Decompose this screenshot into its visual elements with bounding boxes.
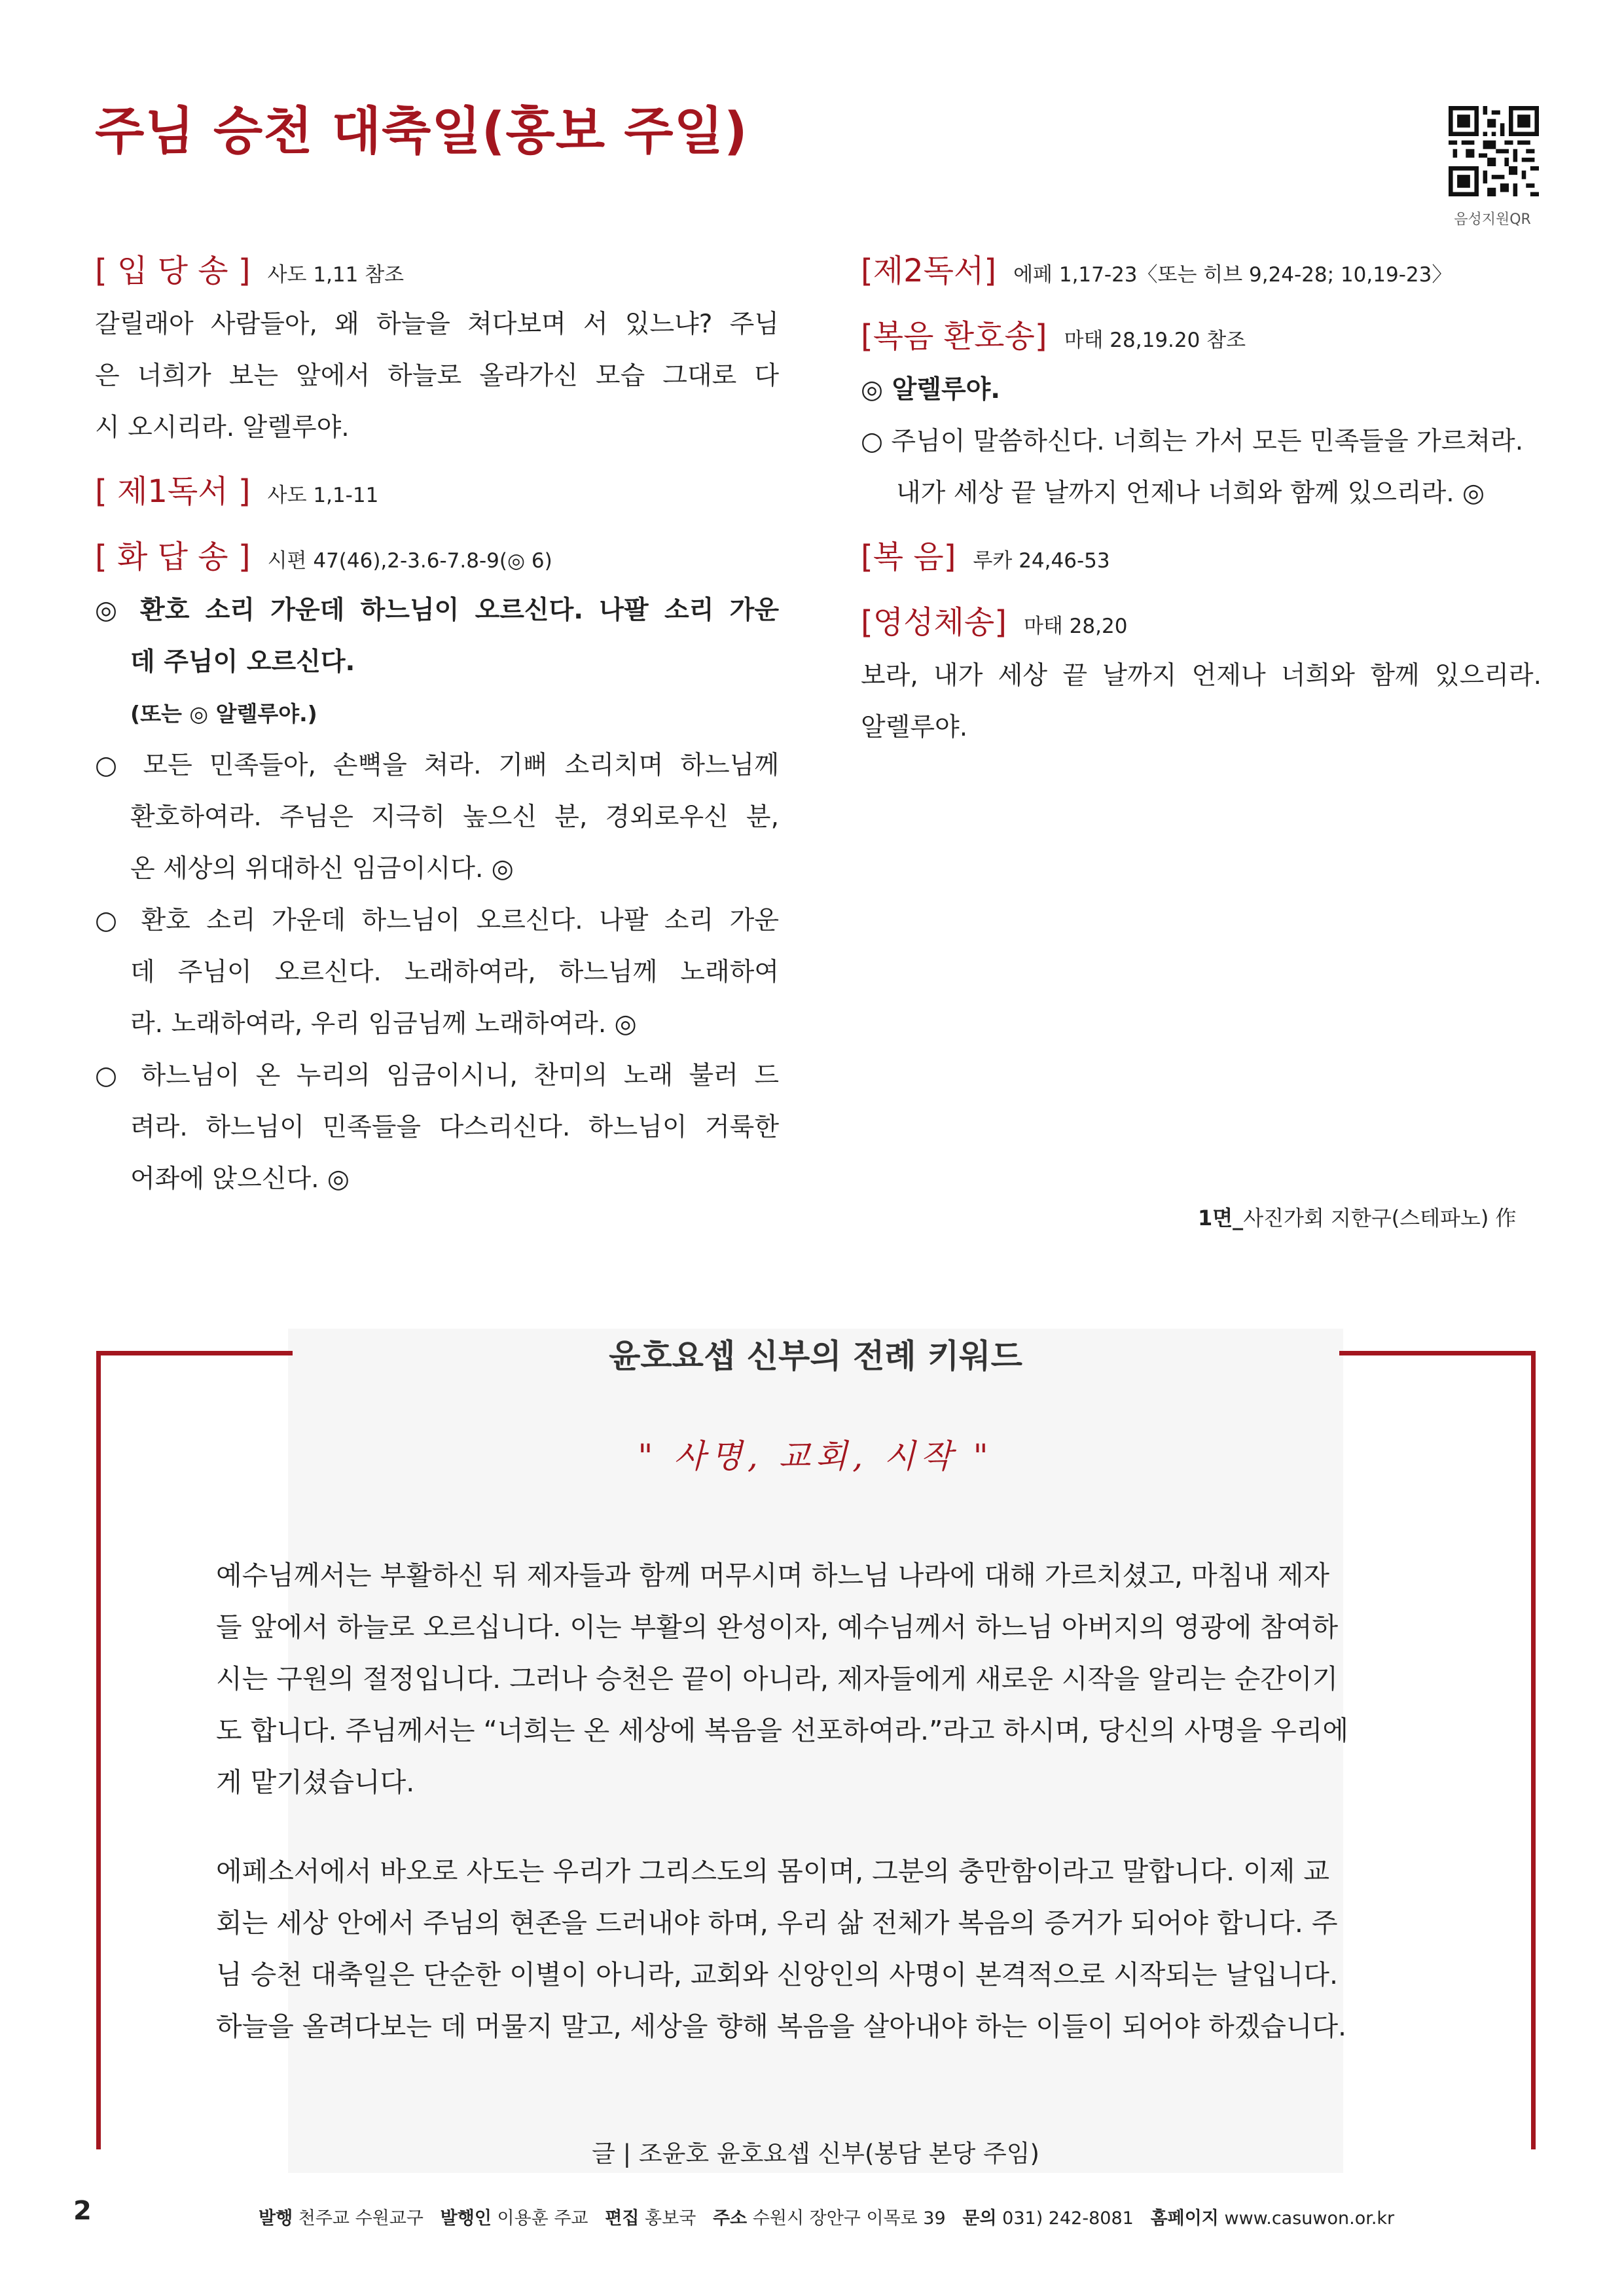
- keyword-subtitle: " 사명, 교회, 시작 ": [638, 1437, 994, 1475]
- section-tag: [영성체송]: [861, 604, 1007, 641]
- paragraph-line: 님 승천 대축일은 단순한 이별이 아니라, 교회와 신앙인의 사명이 본격적으로 시작되는 날입니다.: [216, 1959, 1339, 1990]
- entrance-antiphon: [95, 243, 779, 454]
- paragraph-line: 회는 세상 안에서 주님의 현존을 드러내야 하며, 우리 삶 전체가 복음의 증거가 되어야 합니다. 주: [216, 1907, 1338, 1939]
- paragraph-line: 도 합니다. 주님께서는 “너희는 온 세상에 복음을 선포하여라.”라고 하시며, 당신의 사명을 우리에: [216, 1715, 1348, 1746]
- keyword-title: 윤호요셉 신부의 전례 키워드: [609, 1337, 1022, 1375]
- page-number: 2: [73, 2196, 92, 2226]
- section-ref: 사도 1,11 참조: [267, 263, 405, 287]
- keyword-paragraph-1: [216, 1550, 1415, 1808]
- photo-credit: [1198, 1202, 1517, 1232]
- response-alt: (또는 ◎ 알렐루야.): [130, 701, 317, 726]
- left-column: [95, 243, 779, 1215]
- verse-line: ○ 환호 소리 가운데 하느님이 오르신다. 나팔 소리 가운: [95, 906, 779, 935]
- footer-value: 이용훈 주교: [497, 2208, 588, 2229]
- section-tag: [제2독서]: [861, 253, 997, 289]
- second-reading: [861, 243, 1542, 298]
- footer-label: 편집: [605, 2208, 640, 2229]
- verse-line: 환호하여라. 주님은 지극히 높으신 분, 경외로우신 분,: [130, 802, 779, 832]
- section-tag: [ 제1독서 ]: [95, 473, 251, 510]
- footer-label: 홈페이지: [1150, 2208, 1219, 2229]
- paragraph-line: 들 앞에서 하늘로 오르십니다. 이는 부활의 완성이자, 예수님께서 하느님 아버지의 영광에 참여하: [216, 1611, 1339, 1643]
- text-line: 갈릴래아 사람들아, 왜 하늘을 쳐다보며 서 있느냐? 주님: [95, 310, 779, 339]
- footer-value: 031) 242-8081: [1002, 2208, 1134, 2229]
- credit-text: 사진가회 지한구(스테파노) 作: [1243, 1206, 1517, 1230]
- verse-line: 내가 세상 끝 날까지 언제나 너희와 함께 있으리라. ◎: [896, 478, 1485, 508]
- section-ref: 루카 24,46-53: [973, 549, 1110, 573]
- verse-line: ○ 주님이 말씀하신다. 너희는 가서 모든 민족들을 가르쳐라.: [861, 427, 1524, 456]
- section-tag: [ 화 답 송 ]: [95, 539, 251, 575]
- verse-line: 어좌에 앉으신다. ◎: [130, 1164, 350, 1194]
- gospel: [861, 529, 1542, 584]
- verse-line: ○ 하느님이 온 누리의 임금이시니, 찬미의 노래 불러 드: [95, 1061, 779, 1090]
- paragraph-line: 시는 구원의 절정입니다. 그러나 승천은 끝이 아니라, 제자들에게 새로운 시작을 알리는 순간이기: [216, 1663, 1339, 1695]
- verse-line: 온 세상의 위대하신 임금이시다. ◎: [130, 854, 514, 884]
- section-tag: [ 입 당 송 ]: [95, 253, 251, 289]
- footer-value: 천주교 수원교구: [298, 2208, 424, 2229]
- qr-code[interactable]: [1449, 106, 1539, 196]
- section-ref: 마태 28,20: [1023, 615, 1128, 638]
- author-byline: 글 | 조윤호 윤호요셉 신부(봉담 본당 주임): [592, 2140, 1039, 2168]
- section-tag: [복음 환호송]: [861, 318, 1047, 355]
- verse-line: 려라. 하느님이 민족들을 다스리신다. 하느님이 거룩한: [130, 1113, 779, 1142]
- responsorial-psalm: [95, 529, 779, 1205]
- page-title: 주님 승천 대축일(홍보 주일): [95, 102, 748, 161]
- response-line: 데 주님이 오르신다.: [130, 647, 355, 677]
- section-ref: 시편 47(46),2-3.6-7.8-9(◎ 6): [267, 549, 552, 573]
- footer-value: 수원시 장안구 이목로 39: [752, 2208, 946, 2229]
- footer-label: 발행: [259, 2208, 293, 2229]
- verse-line: ○ 모든 민족들아, 손뼉을 쳐라. 기뻐 소리치며 하느님께: [95, 751, 779, 780]
- paragraph-line: 예수님께서는 부활하신 뒤 제자들과 함께 머무시며 하느님 나라에 대해 가르치셨고, 마침내 제자: [216, 1560, 1330, 1591]
- section-ref: 마태 28,19.20 참조: [1064, 329, 1246, 352]
- communion-antiphon: [861, 595, 1542, 753]
- text-line: 은 너희가 보는 앞에서 하늘로 올라가신 모습 그대로 다: [95, 361, 779, 391]
- section-tag: [복 음]: [861, 539, 956, 575]
- verse-line: 데 주님이 오르신다. 노래하여라, 하느님께 노래하여: [130, 958, 779, 987]
- credit-label: 1면_: [1198, 1206, 1244, 1230]
- qr-caption: 음성지원QR: [1454, 211, 1531, 228]
- first-reading: [95, 464, 779, 519]
- text-line: 보라, 내가 세상 끝 날까지 언제나 너희와 함께 있으리라.: [861, 661, 1542, 691]
- paragraph-line: 하늘을 올려다보는 데 머물지 말고, 세상을 향해 복음을 살아내야 하는 이들이 되어야 하겠습니다.: [216, 2011, 1347, 2042]
- paragraph-line: 에페소서에서 바오로 사도는 우리가 그리스도의 몸이며, 그분의 충만함이라고 말합니다. 이제 교: [216, 1856, 1330, 1887]
- right-column: [861, 243, 1542, 764]
- response-line: ◎ 알렐루야.: [861, 375, 1001, 404]
- paragraph-line: 게 맡기셨습니다.: [216, 1767, 415, 1798]
- footer-info: [259, 2204, 1394, 2229]
- keyword-paragraph-2: [216, 1846, 1415, 2053]
- homepage-link[interactable]: www.casuwon.or.kr: [1224, 2208, 1395, 2229]
- response-line: ◎ 환호 소리 가운데 하느님이 오르신다. 나팔 소리 가운: [95, 596, 779, 625]
- footer-label: 주소: [713, 2208, 748, 2229]
- footer-label: 문의: [962, 2208, 997, 2229]
- verse-line: 라. 노래하여라, 우리 임금님께 노래하여라. ◎: [130, 1009, 637, 1039]
- section-ref: 에페 1,17-23〈또는 히브 9,24-28; 10,19-23〉: [1013, 263, 1453, 287]
- gospel-acclamation: [861, 309, 1542, 519]
- footer-value: 홍보국: [645, 2208, 696, 2229]
- footer-label: 발행인: [440, 2208, 492, 2229]
- text-line: 시 오시리라. 알렐루야.: [95, 413, 350, 442]
- text-line: 알렐루야.: [861, 713, 968, 742]
- section-ref: 사도 1,1-11: [267, 484, 379, 507]
